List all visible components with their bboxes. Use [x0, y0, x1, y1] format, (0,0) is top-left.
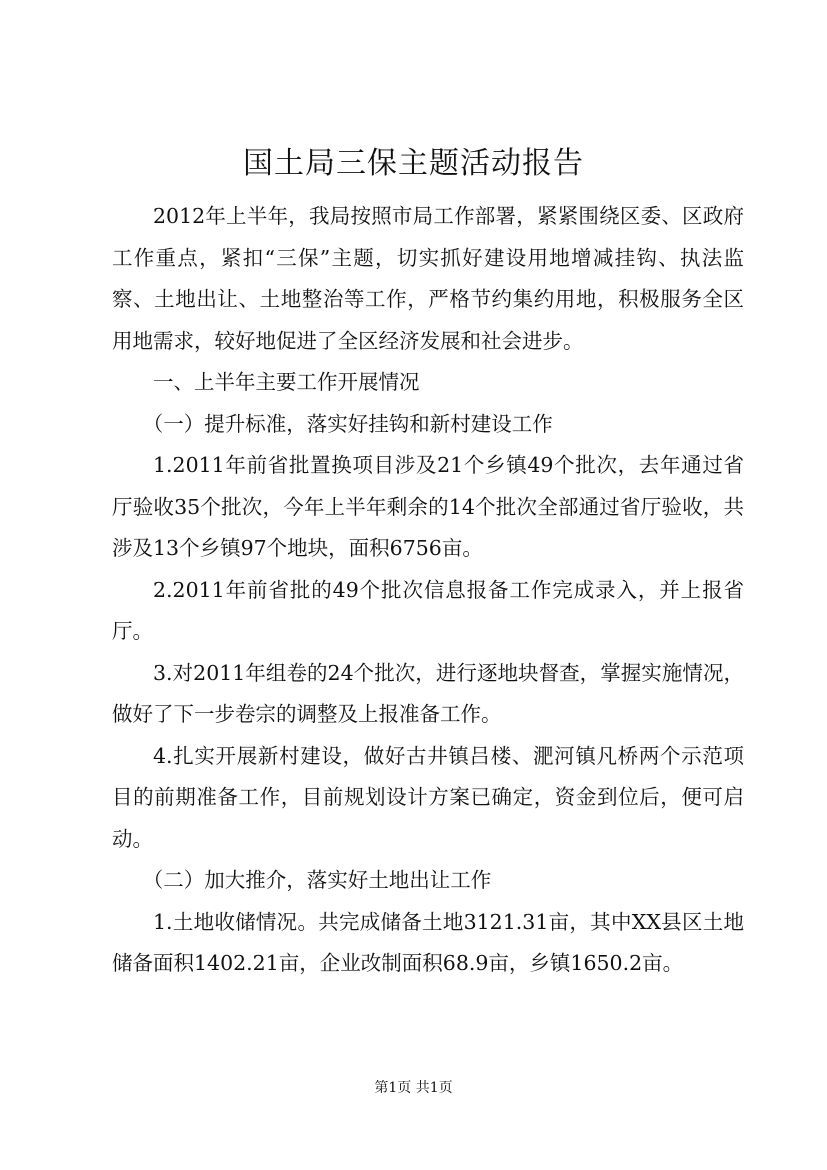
subsection-heading-2: （二）加大推介，落实好土地出让工作: [142, 868, 492, 892]
paragraph-land-reserve: 1.土地收储情况。共完成储备土地3121.31亩，其中XX县区土地储备面积1402.21亩，企业改制面积68.9亩，乡镇1650.2亩。: [112, 909, 744, 975]
document-body: [112, 196, 744, 985]
subsection-heading-1: （一）提升标准，落实好挂钩和新村建设工作: [142, 411, 553, 436]
paragraph-item-2: 2.2011年前省批的49个批次信息报备工作完成录入，并上报省厅。: [112, 577, 744, 643]
document-title: 国土局三保主题活动报告: [243, 146, 584, 181]
page-footer: 第1页 共1页: [374, 1080, 453, 1096]
paragraph-intro: 2012年上半年，我局按照市局工作部署，紧紧围绕区委、区政府工作重点，紧扣“三保”主题，切实抓好建设用地增减挂钩、执法监察、土地出让、土地整治等工作，严格节约集约用地，积极服务全区用地需求，较好地促进了全区经济发展和社会进步。: [112, 204, 744, 353]
section-heading-1: 一、上半年主要工作开展情况: [153, 370, 420, 394]
paragraph-item-1: 1.2011年前省批置换项目涉及21个乡镇49个批次，去年通过省厅验收35个批次，今年上半年剩余的14个批次全部通过省厅验收，共涉及13个乡镇97个地块，面积6756亩。: [112, 453, 744, 560]
paragraph-item-4: 4.扎实开展新村建设，做好古井镇吕楼、淝河镇凡桥两个示范项目的前期准备工作，目前规划设计方案已确定，资金到位后，便可启动。: [112, 743, 744, 851]
paragraph-item-3: 3.对2011年组卷的24个批次，进行逐地块督查，掌握实施情况，做好了下一步卷宗的调整及上报准备工作。: [112, 660, 744, 726]
